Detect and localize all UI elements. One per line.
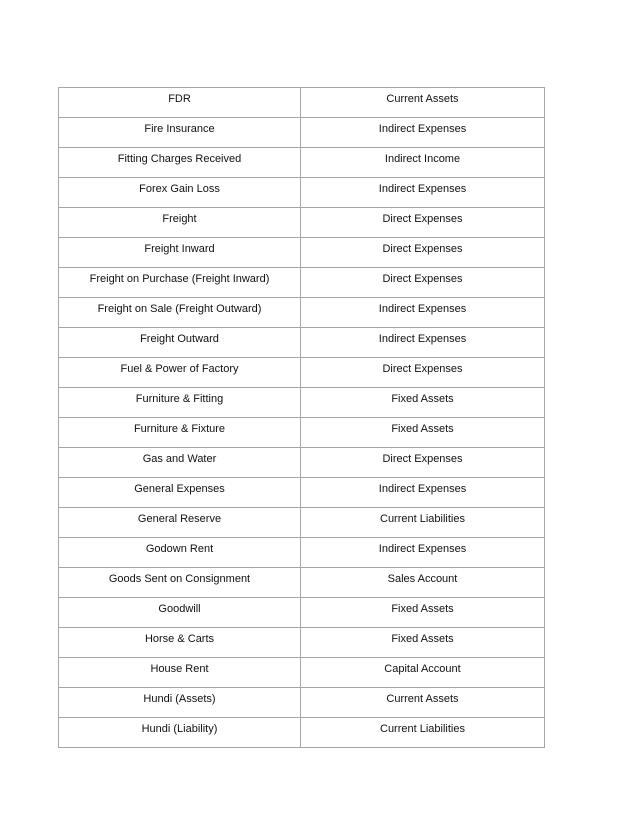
ledger-group-cell: Current Assets bbox=[301, 88, 545, 118]
ledger-group-table bbox=[58, 87, 545, 748]
ledger-group-cell: Direct Expenses bbox=[301, 208, 545, 238]
table-row bbox=[59, 88, 545, 118]
table-row bbox=[59, 388, 545, 418]
ledger-group-cell: Indirect Income bbox=[301, 148, 545, 178]
ledger-group-cell: Indirect Expenses bbox=[301, 118, 545, 148]
ledger-name-cell: Freight Outward bbox=[59, 328, 301, 358]
ledger-name-cell: Goodwill bbox=[59, 598, 301, 628]
ledger-name-cell: General Reserve bbox=[59, 508, 301, 538]
ledger-name-cell: Freight bbox=[59, 208, 301, 238]
ledger-group-cell: Direct Expenses bbox=[301, 268, 545, 298]
ledger-name-cell: Gas and Water bbox=[59, 448, 301, 478]
ledger-group-cell: Sales Account bbox=[301, 568, 545, 598]
table-row bbox=[59, 538, 545, 568]
ledger-name-cell: Godown Rent bbox=[59, 538, 301, 568]
ledger-group-cell: Current Assets bbox=[301, 688, 545, 718]
ledger-name-cell: Fire Insurance bbox=[59, 118, 301, 148]
ledger-group-cell: Fixed Assets bbox=[301, 418, 545, 448]
ledger-name-cell: Freight Inward bbox=[59, 238, 301, 268]
table-row bbox=[59, 598, 545, 628]
ledger-group-cell: Fixed Assets bbox=[301, 598, 545, 628]
table-row bbox=[59, 298, 545, 328]
ledger-name-cell: Freight on Purchase (Freight Inward) bbox=[59, 268, 301, 298]
table-row bbox=[59, 358, 545, 388]
ledger-name-cell: Furniture & Fixture bbox=[59, 418, 301, 448]
table-row bbox=[59, 718, 545, 748]
table-row bbox=[59, 628, 545, 658]
ledger-group-cell: Indirect Expenses bbox=[301, 178, 545, 208]
ledger-name-cell: Horse & Carts bbox=[59, 628, 301, 658]
ledger-name-cell: Furniture & Fitting bbox=[59, 388, 301, 418]
ledger-name-cell: Hundi (Liability) bbox=[59, 718, 301, 748]
ledger-name-cell: Goods Sent on Consignment bbox=[59, 568, 301, 598]
table-row bbox=[59, 418, 545, 448]
table-row bbox=[59, 448, 545, 478]
ledger-group-cell: Capital Account bbox=[301, 658, 545, 688]
table-row bbox=[59, 238, 545, 268]
ledger-name-cell: FDR bbox=[59, 88, 301, 118]
ledger-name-cell: General Expenses bbox=[59, 478, 301, 508]
ledger-group-cell: Current Liabilities bbox=[301, 718, 545, 748]
table-row bbox=[59, 178, 545, 208]
ledger-group-cell: Fixed Assets bbox=[301, 388, 545, 418]
ledger-group-cell: Current Liabilities bbox=[301, 508, 545, 538]
ledger-group-cell: Indirect Expenses bbox=[301, 328, 545, 358]
table-row bbox=[59, 568, 545, 598]
table-row bbox=[59, 508, 545, 538]
ledger-group-cell: Fixed Assets bbox=[301, 628, 545, 658]
ledger-group-cell: Direct Expenses bbox=[301, 238, 545, 268]
ledger-group-cell: Direct Expenses bbox=[301, 448, 545, 478]
table-row bbox=[59, 328, 545, 358]
ledger-name-cell: Fitting Charges Received bbox=[59, 148, 301, 178]
ledger-name-cell: House Rent bbox=[59, 658, 301, 688]
table-row bbox=[59, 268, 545, 298]
table-row bbox=[59, 148, 545, 178]
table-row bbox=[59, 658, 545, 688]
ledger-group-cell: Indirect Expenses bbox=[301, 478, 545, 508]
ledger-name-cell: Freight on Sale (Freight Outward) bbox=[59, 298, 301, 328]
table-row bbox=[59, 688, 545, 718]
ledger-group-cell: Indirect Expenses bbox=[301, 298, 545, 328]
ledger-name-cell: Hundi (Assets) bbox=[59, 688, 301, 718]
table-row bbox=[59, 478, 545, 508]
ledger-name-cell: Forex Gain Loss bbox=[59, 178, 301, 208]
ledger-name-cell: Fuel & Power of Factory bbox=[59, 358, 301, 388]
ledger-group-cell: Direct Expenses bbox=[301, 358, 545, 388]
table-row bbox=[59, 118, 545, 148]
table-row bbox=[59, 208, 545, 238]
ledger-group-cell: Indirect Expenses bbox=[301, 538, 545, 568]
